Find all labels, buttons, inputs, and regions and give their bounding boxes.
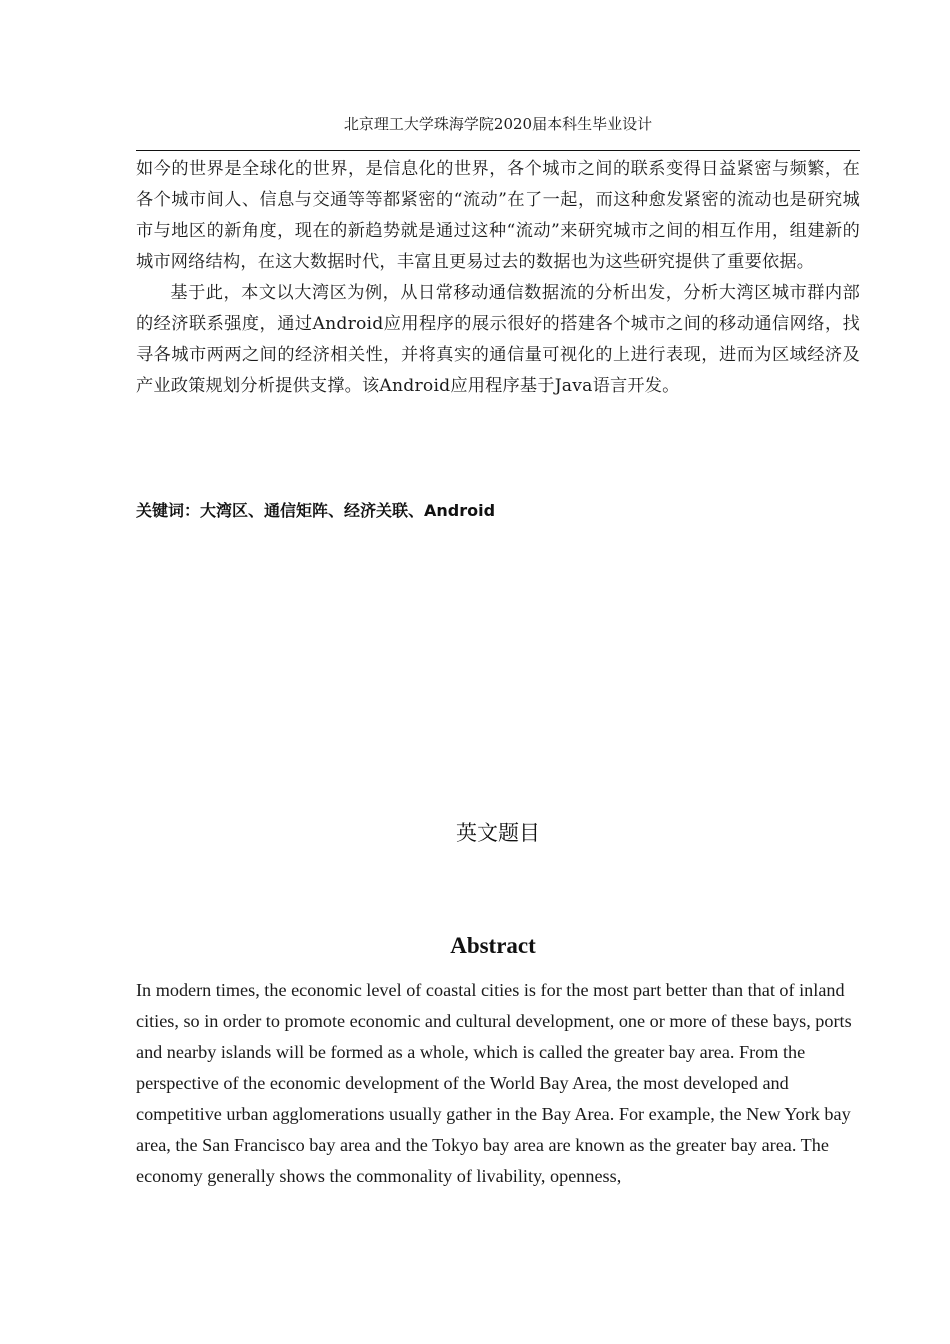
chinese-abstract-paragraph: 如今的世界是全球化的世界，是信息化的世界，各个城市之间的联系变得日益紧密与频繁，在各个城市间人、信息与交通等等都紧密的“流动”在了一起，而这种愈发紧密的流动也是研究城市与地区的新角度，现在的新趋势就是通过这种“流动”来研究城市之间的相互作用，组建新的城市网络结构，在这大数据时代，丰富且更易过去的数据也为这些研究提供了重要依据。 [136, 159, 860, 272]
header-divider [136, 150, 860, 151]
keywords-values: 大湾区、通信矩阵、经济关联、Android [200, 501, 496, 520]
english-abstract-body: In modern times, the economic level of coastal cities is for the most part better than that of inland cities, so in order to promote economic and cultural development, one or more of these bays, ports and nearby islands will be formed as a whole, which is called the greater bay area. From the perspective of the economic development of the World Bay Area, the most developed and competitive urban agglomerations usually gather in the Bay Area. For example, the New York bay area, the San Francisco bay area and the Tokyo bay area are known as the greater bay area. The economy generally shows the commonality of livability, openness, [136, 980, 852, 1186]
abstract-heading: Abstract [450, 933, 536, 958]
chinese-abstract-body [136, 154, 860, 402]
running-header: 北京理工大学珠海学院2020届本科生毕业设计 [343, 115, 653, 133]
keywords-label: 关键词： [136, 501, 201, 520]
keywords-line [136, 496, 860, 526]
english-title-heading: 英文题目 [456, 821, 540, 845]
chinese-abstract-paragraph: 基于此，本文以大湾区为例，从日常移动通信数据流的分析出发，分析大湾区城市群内部的经济联系强度，通过Android应用程序的展示很好的搭建各个城市之间的移动通信网络，找寻各城市两两之间的经济相关性，并将真实的通信量可视化的上进行表现，进而为区域经济及产业政策规划分析提供支撑。该Android应用程序基于Java语言开发。 [136, 283, 860, 396]
